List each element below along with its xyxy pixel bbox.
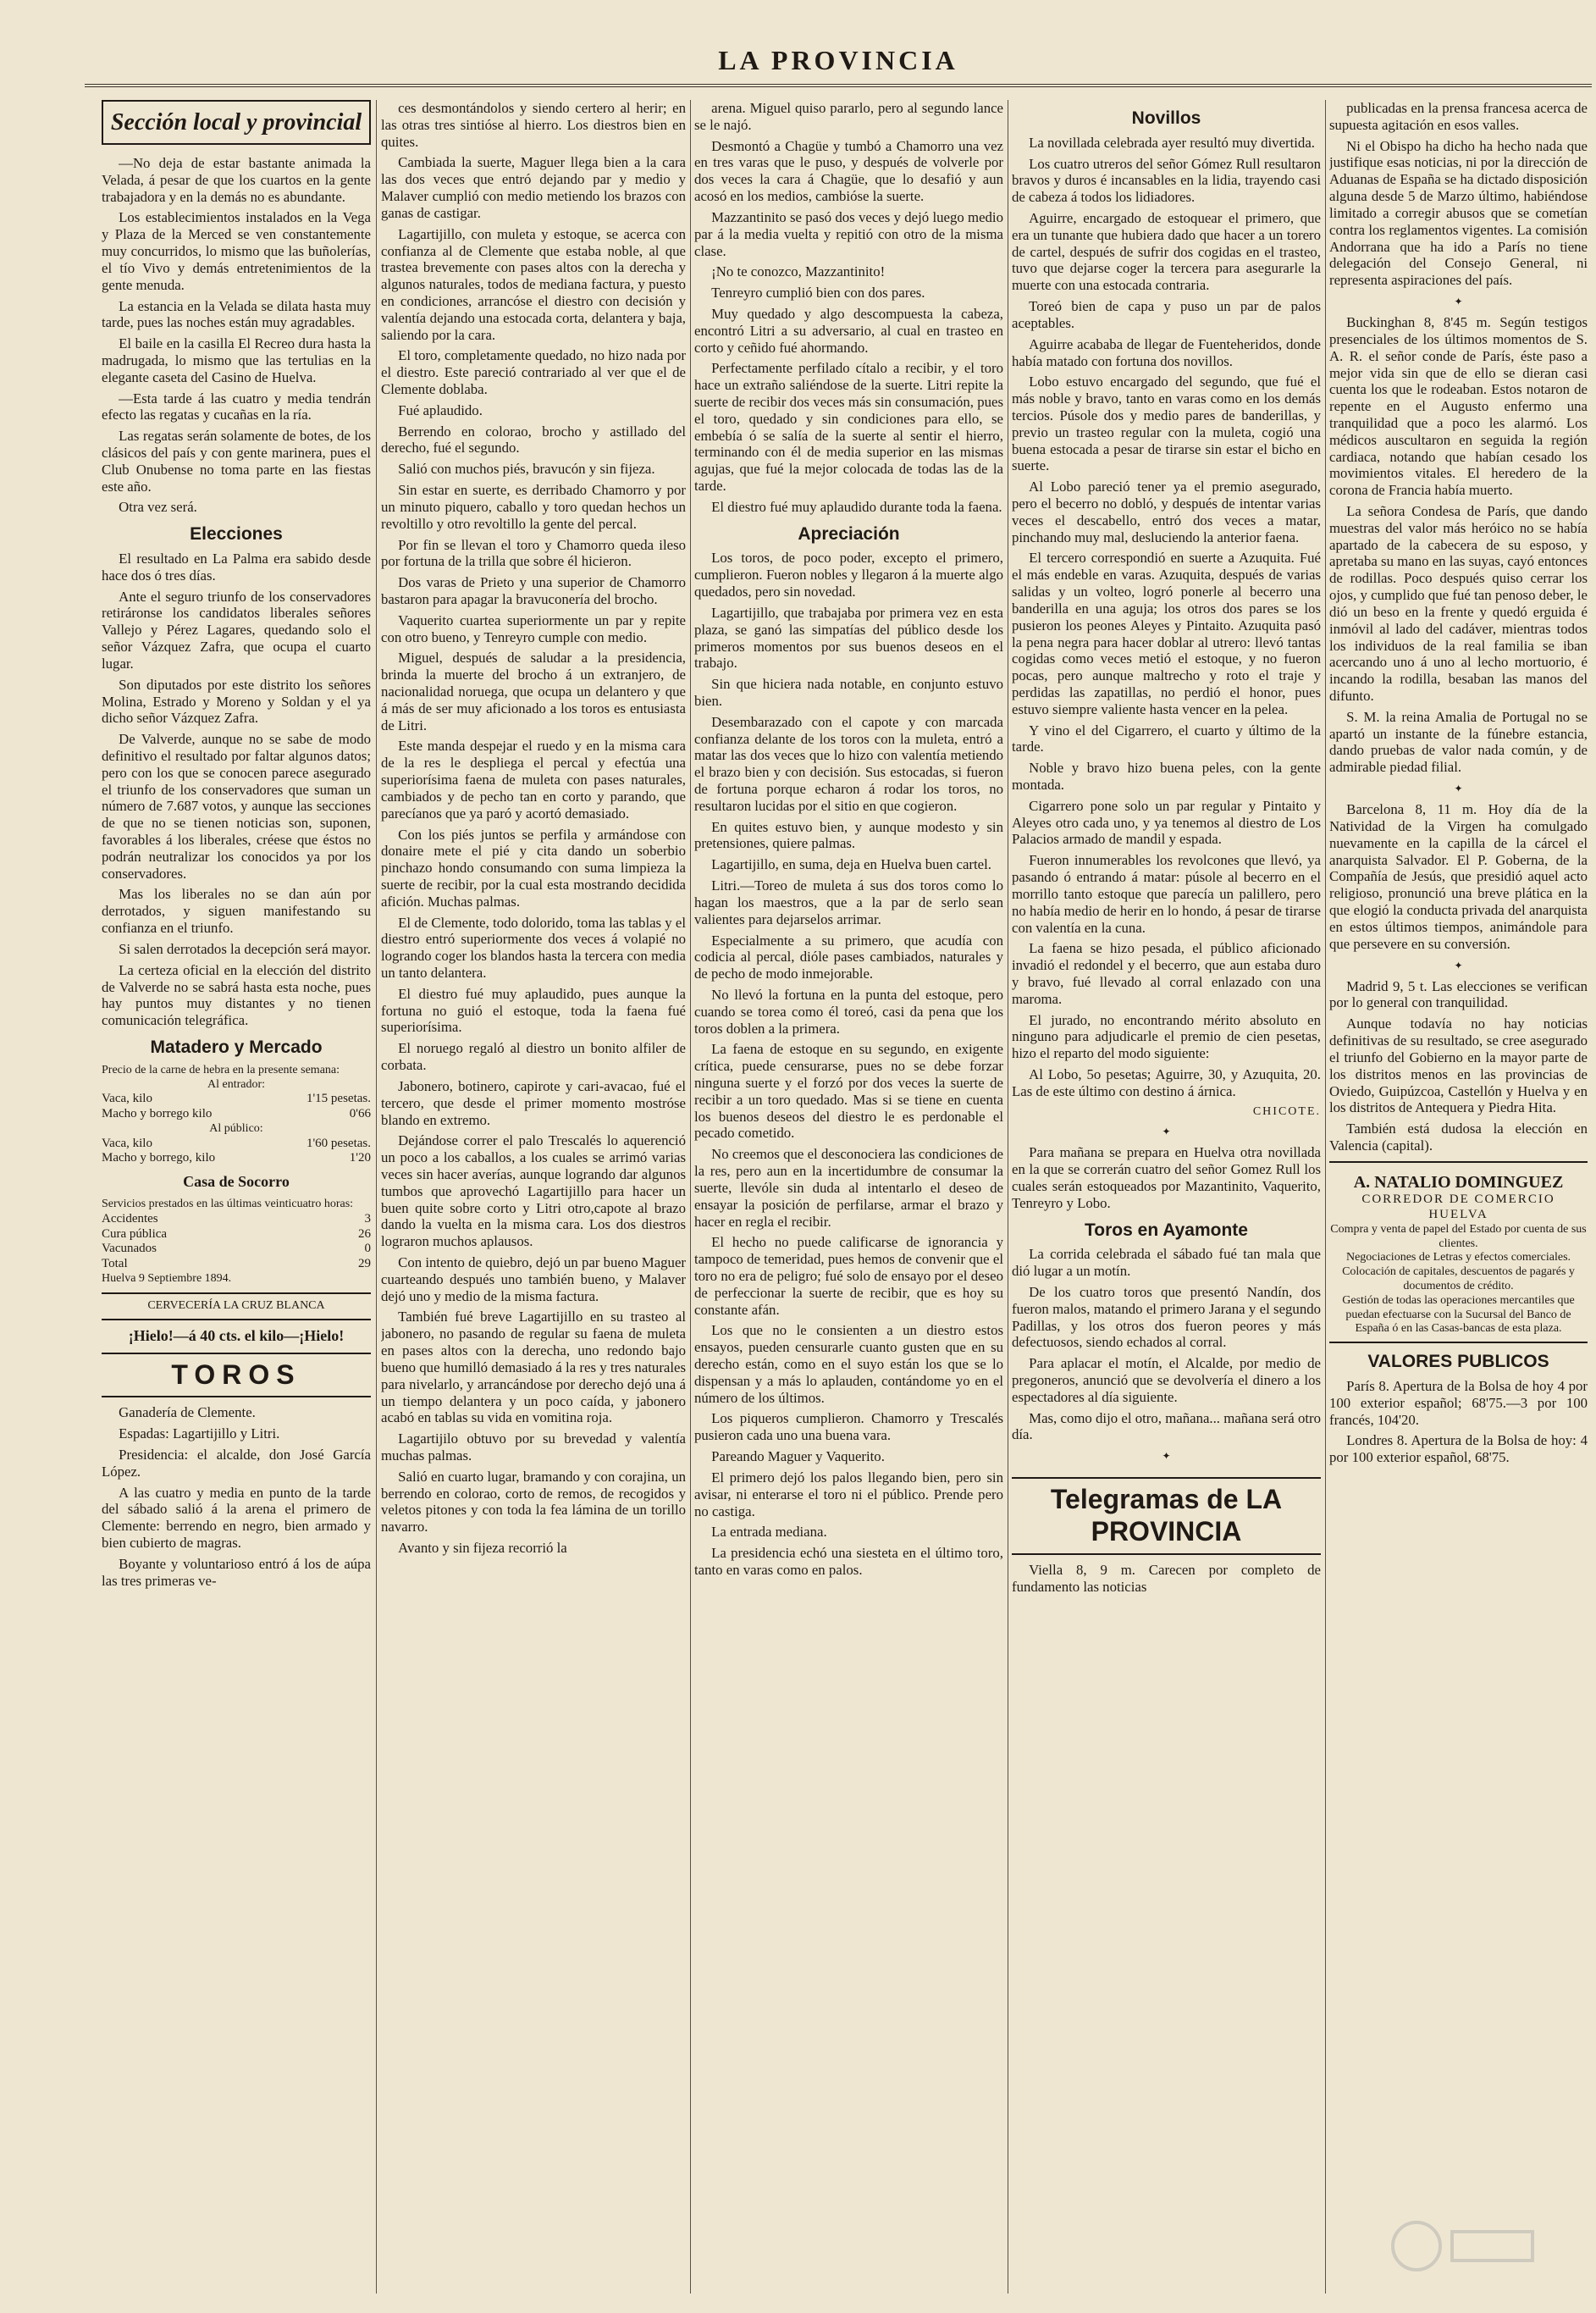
socorro-row: Cura pública 26 [102, 1226, 371, 1241]
paragraph: Con intento de quiebro, dejó un par bueno Maguer cuarteando después uno también bueno, y Malaver dejó uno y medio de la misma factura. [381, 1254, 686, 1304]
paragraph: La certeza oficial en la elección del distrito de Valverde no se sabrá hasta esta noche, pues hay puntos muy distantes y no tienen comunicación telegráfica. [102, 961, 371, 1029]
paragraph: Otra vez será. [119, 499, 197, 516]
paragraph: Los piqueros cumplieron. Chamorro y Trescalés pusieron cada uno una buena vara. [694, 1410, 1003, 1444]
market-subhead: Al entrador: [207, 1077, 266, 1091]
paragraph: Fueron innumerables los revolcones que llevó, ya pasando ó entrando á matar: púsole al becerro en el morrillo tanto estoque que parecía un palillero, pero no había medio de herir en lo hondo, á pesar de tirarse con valentía en la cuna. [1012, 852, 1321, 936]
paragraph: Madrid 9, 5 t. Las elecciones se verifican por lo general con tranquilidad. [1329, 977, 1588, 1011]
socorro-row: Accidentes 3 [102, 1211, 371, 1226]
paragraph: La faena se hizo pesada, el público aficionado invadió el redondel y el becerro, que aun estaba duro y bravo, fué llevado al corral enlazado con una maroma. [1012, 940, 1321, 1007]
paragraph: La novillada celebrada ayer resultó muy divertida. [1029, 134, 1315, 151]
heading-socorro: Casa de Socorro [183, 1172, 290, 1190]
paragraph: Ganadería de Clemente. [119, 1404, 256, 1421]
date-line: Huelva 9 Septiembre 1894. [102, 1271, 232, 1285]
market-subhead: Al público: [209, 1121, 263, 1135]
paragraph: Los que no le consienten a un diestro estos ensayos, pueden censurarle cuanto gusten que en su derecho están, como en el suyo están los que se lo dispensan y a más lo aplauden, contándome yo en el número de los últimos. [694, 1322, 1003, 1406]
column-5 [1329, 100, 1588, 2294]
paragraph: Para mañana se prepara en Huelva otra novillada en la que se correrán cuatro del señor Gomez Rull los cuales serán estoqueados por Mazantinito, Vaquerito, Tenreyro y Lobo. [1012, 1144, 1321, 1211]
paragraph: La corrida celebrada el sábado fué tan mala que dió lugar a un motín. [1012, 1246, 1321, 1280]
paragraph: El baile en la casilla El Recreo dura hasta la madrugada, lo mismo que las tertulias en la elegante caseta del Casino de Huelva. [102, 335, 371, 385]
paragraph: El toro, completamente quedado, no hizo nada por el diestro. Este pareció contrariado al ver que el de Clemente doblaba. [381, 347, 686, 397]
paragraph: Al Lobo, 5o pesetas; Aguirre, 30, y Azuquita, 20. Las de este último con destino á árnica. [1012, 1066, 1321, 1099]
paragraph: Dejándose correr el palo Trescalés lo aquerenció un poco a los caballos, a los cuales se arrimó varias veces sin hacer averías, aunque logrando dar algunos tumbos que aprovechó Lagartijillo para hacer un buen quite sobre corto y Litri otro,capote al brazo dando la vuelta en la misma cara. Los dos diestros lograron muchos aplausos. [381, 1132, 686, 1250]
paragraph: El diestro fué muy aplaudido durante toda la faena. [711, 498, 1002, 515]
heading-ayamonte: Toros en Ayamonte [1085, 1220, 1248, 1240]
paragraph: Sin estar en suerte, es derribado Chamorro y por un minuto piquero, caballo y toro quedan hechos un revoltillo y otro revoltillo la gente del percal. [381, 482, 686, 532]
paragraph: Ante el seguro triunfo de los conservadores retiráronse los candidatos liberales señores Vallejo y Pérez Lagares, quedando solo el señor Vázquez Zafra, que ocupa el cuarto lugar. [102, 588, 371, 672]
masthead [85, 38, 1592, 87]
paragraph: Por fin se llevan el toro y Chamorro queda ileso por fortuna de la trilla que sobre él hicieron. [381, 536, 686, 570]
ad-line: Gestión de todas las operaciones mercantiles que puedan efectuarse con la Sucursal del Banco de España ó en las Casas-bancas de esta plaza. [1342, 1293, 1575, 1336]
paragraph: También fué breve Lagartijillo en su trasteo al jabonero, no pasando de regular su faena de muleta en pases altos con la derecha, uno redondo bajo bueno que humilló demasiado á la res y tres naturales para nivelarlo, y arrancándose por derecho dejó una á un tiempo delantera y un poco caída, y jabonero acabó en tablas su vida en vomitina roja. [381, 1309, 686, 1426]
paragraph: Lagartijillo, en suma, deja en Huelva buen cartel. [711, 856, 991, 873]
paragraph: La señora Condesa de París, que dando muestras del valor más heróico no se había apartado de la cabecera de su esposo, y apretaba su mano en las suyas, cayó entonces de rodillas. Poco después quiso cerrar los ojos, y cumplido que fué tan penoso deber, le dió un beso en la frente y quedó erguida é inmóvil al lado del cadáver, mientras todos los individuos de la real familia se iban acercando uno á uno al lecho mortuorio, é incando la rodilla, besaban las manos del difunto. [1329, 503, 1588, 704]
paragraph: —No deja de estar bastante animada la Velada, á pesar de que los cuartos en la gente trabajadora y en la demás no es abundante. [102, 155, 371, 205]
socorro-row: Vacunados 0 [102, 1242, 371, 1256]
ad-line: Negociaciones de Letras y efectos comerciales. [1345, 1251, 1571, 1264]
paragraph: La presidencia echó una siesteta en el último toro, tanto en varas como en palos. [694, 1545, 1003, 1578]
socorro-intro: Servicios prestados en las últimas veinticuatro horas: [102, 1198, 354, 1211]
divider: ✦ [1454, 295, 1463, 307]
advertiser-role: CORREDOR DE COMERCIO [1361, 1192, 1555, 1207]
paragraph: No llevó la fortuna en la punta del estoque, pero cuando se torea como él toreó, casi da pena que los toros doblen a la primera. [694, 986, 1003, 1037]
paragraph: También está dudosa la elección en Valencia (capital). [1329, 1121, 1588, 1154]
heading-telegramas: Telegramas de LA PROVINCIA [1012, 1477, 1321, 1555]
paragraph: Noble y bravo hizo buena peles, con la gente montada. [1012, 760, 1321, 794]
paragraph: Salió con muchos piés, bravucón y sin fijeza. [398, 461, 655, 478]
paragraph: Toreó bien de capa y puso un par de palos aceptables. [1012, 298, 1321, 331]
paragraph: Boyante y voluntarioso entró á los de aúpa las tres primeras ve- [102, 1555, 371, 1589]
paragraph: Presidencia: el alcalde, don José García López. [102, 1446, 371, 1480]
market-row: Vaca, kilo 1'60 pesetas. [102, 1136, 371, 1150]
heading-novillos: Novillos [1131, 108, 1201, 128]
ad-line: Compra y venta de papel del Estado por cuenta de sus clientes. [1330, 1222, 1587, 1250]
paragraph: Cambiada la suerte, Maguer llega bien a la cara las dos veces que entró dejando par y medio y Malaver cumplió con medio metiendo los brazos con ganas de castigar. [381, 154, 686, 221]
paragraph: Desembarazado con el capote y con marcada confianza delante de los toros con la muleta, entró a matar las dos veces que lo hizo con valentía metiendo el brazo bien y con decisión. Sus estocadas, si fueron de fortuna porque echaron á rodar los toros, no resultaron lucidas por el sitio en que cogieron. [694, 713, 1003, 814]
paragraph: El de Clemente, todo dolorido, toma las tablas y el diestro entró superiormente dos veces á volapié no logrando coger los blandos hasta la tercera con media un tanto delantera. [381, 914, 686, 981]
paragraph: El noruego regaló al diestro un bonito alfiler de corbata. [381, 1040, 686, 1074]
paragraph: Viella 8, 9 m. Carecen por completo de fundamento las noticias [1012, 1561, 1321, 1595]
market-row: Vaca, kilo 1'15 pesetas. [102, 1092, 371, 1106]
ad-line: Colocación de capitales, descuentos de pagarés y documentos de crédito. [1342, 1265, 1575, 1292]
paragraph: Para aplacar el motín, el Alcalde, por medio de pregoneros, anunció que se devolvería el dinero a los espectadores al día siguiente. [1012, 1355, 1321, 1405]
paragraph: Pareando Maguer y Vaquerito. [711, 1448, 885, 1465]
column-4 [1012, 100, 1321, 2294]
paragraph: Especialmente a su primero, que acudía con codicia al percal, dióle pases cambiados, naturales y de pecho de modo inmejorable. [694, 932, 1003, 982]
paragraph: La faena de estoque en su segundo, en exigente crítica, puede censurarse, pues no se debe forzar ninguna suerte y el forzó por dos veces la suerte de recibir a un toro quedado. Mas si se tiene en cuenta los buenos deseos del diestro le es perdonable el pecado cometido. [694, 1041, 1003, 1142]
paragraph: Desmontó a Chagüe y tumbó a Chamorro una vez en tres varas que le puso, y después de volverle por dos veces la cara á Chagüe, que lo desafió y aun acosó en los medios, cambióse la suerte. [694, 137, 1003, 205]
paragraph: Miguel, después de saludar a la presidencia, brinda la muerte del brocho á un extranjero, de nacionalidad noruega, que ocupa un delantero y que á más de ser muy aficionado a los toros es entusiasta de Litri. [381, 650, 686, 733]
section-title: Sección local y provincial [102, 100, 371, 145]
advertiser-name: A. NATALIO DOMINGUEZ [1353, 1172, 1564, 1192]
column-2 [381, 100, 686, 2294]
paragraph: publicadas en la prensa francesa acerca de supuesta agitación en esos valles. [1329, 100, 1588, 133]
paragraph: Dos varas de Prieto y una superior de Chamorro bastaron para apagar la bravuconería del brocho. [381, 574, 686, 607]
paragraph: Lagartijillo, que trabajaba por primera vez en esta plaza, se ganó las simpatías del público desde los primeros momentos por sus buenos deseos en el trabajo. [694, 604, 1003, 672]
paragraph: De Valverde, aunque no se sabe de modo definitivo el resultado por faltar algunos datos; pero con los que se conocen parece asegurado el triunfo de los conservadores que suman un número de 7.687 votos, y aunque las secciones de que no se tienen noticias son, suponen, favorables á los liberales, créese que éstos no podrán neutralizar los conocidos ya por los conservadores. [102, 731, 371, 882]
paragraph: Las regatas serán solamente de botes, de los clásicos del país y con gente marinera, pues el Club Onubense no toma parte en las fiestas este año. [102, 428, 371, 495]
column-rule [690, 100, 691, 2294]
paragraph: Cigarrero pone solo un par regular y Pintaito y Aleyes otro cada uno, y ya tenemos al diestro de Los Palacios armado de mandil y espada. [1012, 797, 1321, 848]
divider: ✦ [1162, 1450, 1171, 1463]
divider: ✦ [1162, 1126, 1171, 1138]
paragraph: Lagartijillo, con muleta y estoque, se acerca con confianza al de Clemente que estaba noble, al que trastea brevemente con pases altos con la derecha y algunos naturales, todos de mediana factura, y puesto en condiciones, arrancóse el diestro con decisión y valentía dejando una estocada corta, delantera y baja, saliendo por la cara. [381, 225, 686, 343]
paragraph: Espadas: Lagartijillo y Litri. [119, 1425, 280, 1442]
paragraph: Con los piés juntos se perfila y armándose con donaire mete el pié y cita dando un soberbio pinchazo hondo consumando con suma limpieza la suerte de recibir, por la cual esta mostrando decidida afición. Muchas palmas. [381, 826, 686, 910]
paragraph: La entrada mediana. [711, 1524, 827, 1541]
advertiser-city: HUELVA [1428, 1208, 1488, 1222]
heading-valores: VALORES PUBLICOS [1367, 1352, 1549, 1372]
heading-toros: TOROS [102, 1353, 371, 1398]
heading-apreciacion: Apreciación [798, 523, 900, 544]
paragraph: Aguirre, encargado de estoquear el primero, que era un tunante que hubiera dado que hacer a un torero de cartel, después de sufrir dos cogidas en el trasteo, tuvo que dejarse coger la tercera para asegurarle la muerte con una estocada contraria. [1012, 210, 1321, 294]
paragraph: La estancia en la Velada se dilata hasta muy tarde, pues las noches están muy agradables. [102, 297, 371, 331]
advertisement [1329, 1161, 1588, 1343]
market-row: Macho y borrego kilo 0'66 [102, 1107, 371, 1121]
paragraph: El tercero correspondió en suerte a Azuquita. Fué el más endeble en varas. Azuquita, después de varias salidas y un volteo, logró ponerle al becerro una banderilla en una aguja; los otros dos pares se los pusieron los peones Aleyes y Pintaito. Azuquita pasó la pena negra para hacer doblar al utrero: llevó tantas cogidas como veces metió el estoque, y no fueron pocas, pero aunque maltrecho y roto el traje y perdidas las zapatillas, no perdió el honor, pues estuvo siempre valiente hasta vencer en la pelea. [1012, 550, 1321, 717]
newspaper-title: LA PROVINCIA [718, 45, 958, 75]
paragraph: Aguirre acababa de llegar de Fuenteheridos, donde había matado con fortuna dos novillos. [1012, 335, 1321, 369]
paragraph: El jurado, no encontrando mérito absoluto en ninguno para adjudicarle el premio de cien pesetas, hizo el reparto del modo siguiente: [1012, 1011, 1321, 1062]
paragraph: Berrendo en colorao, brocho y astillado del derecho, fué el segundo. [381, 423, 686, 457]
paragraph: Avanto y sin fijeza recorrió la [398, 1540, 567, 1556]
paragraph: Los cuatro utreros del señor Gómez Rull resultaron bravos y duros é incansables en la lidia, trayendo casi de cabeza á todos los lidiadores. [1012, 155, 1321, 206]
paragraph: Lobo estuvo encargado del segundo, que fué el más noble y bravo, tanto en varas como en los demás tercios. Púsole dos y medio pares de banderillas, y previo un trasteo regular con la muleta, cogió una buena estocada a pesar de tirarse sin estar el bicho en suerte. [1012, 374, 1321, 474]
paragraph: S. M. la reina Amalia de Portugal no se apartó un instante de la fúnebre estancia, dando pruebas de valor nada común, y de admirable piedad filial. [1329, 708, 1588, 776]
paragraph: Vaquerito cuartea superiormente un par y repite con otro bueno, y Tenreyro cumple con medio. [381, 611, 686, 645]
paragraph: El resultado en La Palma era sabido desde hace dos ó tres días. [102, 551, 371, 584]
paragraph: Si salen derrotados la decepción será mayor. [119, 940, 371, 957]
signature: CHICOTE. [1252, 1104, 1321, 1118]
paragraph: ¡No te conozco, Mazzantinito! [711, 263, 886, 280]
paragraph: Fué aplaudido. [398, 401, 483, 418]
paragraph: El primero dejó los palos llegando bien, pero sin avisar, ni enterarse el toro ni el público. Prende pero no castiga. [694, 1469, 1003, 1519]
paragraph: Muy quedado y algo descompuesta la cabeza, encontró Litri a su adversario, al cual en trasteo en corto y ceñido fué ahormando. [694, 305, 1003, 356]
paragraph: Aunque todavía no hay noticias definitivas de su resultado, se cree asegurado el triunfo del Gobierno en la mayor parte de los distritos menos en las provincias de Oviedo, Guipúzcoa, Castellón y Huelva y en los distritos de Antequera y Piedra Hita. [1329, 1015, 1588, 1116]
paragraph: Tenreyro cumplió bien con dos pares. [711, 285, 925, 302]
paragraph: Los toros, de poco poder, excepto el primero, cumplieron. Fueron nobles y llegaron á la muerte algo quedados, pero sin novedad. [694, 550, 1003, 600]
paragraph: Ni el Obispo ha dicho ha hecho nada que justifique esas noticias, ni por la dirección de Aduanas de España se ha dictado disposición alguna desde 5 de Marzo último, habiéndose limitado a corregir abusos que se cometían contra los reglamentos vigentes. La comisión Andorrana que ha ido a París no tiene delegación del Consejo General, ni representa aspiraciones del país. [1329, 137, 1588, 289]
library-stamp-icon [1384, 2202, 1554, 2295]
paragraph: Al Lobo pareció tener ya el premio asegurado, pero el becerro no dobló, y después de intentar varias veces el descabello, entró dos veces a matar, pinchando muy mal, desluciendo la anterior faena. [1012, 479, 1321, 545]
paragraph: Este manda despejar el ruedo y en la misma cara de la res le despliega el percal y efectúa una superiorísima faena de muleta con pases naturales, cambiados y de pecho tan en corto y parando, que parecíanos que ya paró y acortó demasiado. [381, 738, 686, 822]
ad-cerveceria: CERVECERÍA LA CRUZ BLANCA [102, 1292, 371, 1320]
paragraph: Buckinghan 8, 8'45 m. Según testigos presenciales de los últimos momentos de S. A. R. el señor conde de París, éste paso a mejor vida sin que de ello se dieran casi cuenta los que le rodeaban. Estos notaron de repente en el Augusto enfermo una tranquilidad que a poco les alarmó. Los médicos auscultaron en seguida la región cardiaca, notando que habían cesado los movimientos vitales. El heredero de la corona de Francia había muerto. [1329, 314, 1588, 499]
paragraph: Sin que hiciera nada notable, en conjunto estuvo bien. [694, 676, 1003, 709]
paragraph: Salió en cuarto lugar, bramando y con corajina, un berrendo en colorao, corto de remos, de recogidos y veletos pitones y con toda la fea lámina de un torillo navarro. [381, 1468, 686, 1536]
paragraph: No creemos que el desconociera las condiciones de la res, pero aun en la incertidumbre de consumar la suerte, llevóle sin duda al intentarlo el deseo de ensayar la posición de perfilarse, armar el brazo y hacer en regla el recibir. [694, 1146, 1003, 1230]
column-rule [376, 100, 377, 2294]
paragraph: El diestro fué muy aplaudido, pues aunque la fortuna no guió el estoque, toda la faena fué superiorísima. [381, 985, 686, 1036]
paragraph: De los cuatro toros que presentó Nandín, dos fueron malos, matando el primero Jarana y el segundo Padillas, y los otros dos fueron peores y más defectuosos, siendo echados al corral. [1012, 1283, 1321, 1351]
ad-hielo: ¡Hielo!—á 40 cts. el kilo—¡Hielo! [128, 1327, 345, 1345]
paragraph: París 8. Apertura de la Bolsa de hoy 4 por 100 exterior español; 68'75.—3 por 100 francés, 104'20. [1329, 1377, 1588, 1428]
column-1 [102, 100, 371, 2294]
paragraph: Jabonero, botinero, capirote y cari-avacao, fué el tercero, que desde el primer momento mostróse blando en extremo. [381, 1077, 686, 1128]
paragraph: arena. Miguel quiso pararlo, pero al segundo lance se le najó. [694, 100, 1003, 133]
paragraph: Mas, como dijo el otro, mañana... mañana será otro día. [1012, 1409, 1321, 1443]
paragraph: Son diputados por este distrito los señores Molina, Estrado y Moreno y Soldan y el ya dicho señor Vázquez Zafra. [102, 676, 371, 727]
paragraph: Los establecimientos instalados en la Vega y Plaza de la Merced se ven constantemente muy concurridos, lo mismo que las buñolerías, el tío Vivo y demás entretenimientos de la gente menuda. [102, 209, 371, 293]
paragraph: Barcelona 8, 11 m. Hoy día de la Natividad de la Virgen ha comulgado nuevamente en la capilla de la cárcel el anarquista Salvador. El P. Goberna, de la Compañía de Jesús, que presidió aquel acto religioso, pronunció una breve plática en la que elogió la conducta privada del anarquista en estos últimos tiempos, animándole para que persevere en su conversión. [1329, 801, 1588, 952]
socorro-row: Total 29 [102, 1256, 371, 1270]
paragraph: En quites estuvo bien, y aunque modesto y sin pretensiones, quiere palmas. [694, 818, 1003, 852]
column-3 [694, 100, 1003, 2294]
market-row: Macho y borrego, kilo 1'20 [102, 1151, 371, 1165]
paragraph: ces desmontándolos y siendo certero al herir; en las otras tres sintióse al hierro. Los diestros bien en quites. [381, 100, 686, 150]
paragraph: Litri.—Toreo de muleta á sus dos toros como lo hagan los maestros, que a la par de serlo sean valientes para dejarselos arrimar. [694, 877, 1003, 927]
paragraph: Y vino el del Cigarrero, el cuarto y último de la tarde. [1012, 722, 1321, 755]
newspaper-page [102, 100, 1588, 2294]
divider: ✦ [1454, 783, 1463, 795]
divider: ✦ [1454, 959, 1463, 971]
paragraph: Perfectamente perfilado cítalo a recibir, y el toro hace un extraño saliéndose de la suerte. Litri repite la suerte de recibir dos veces más sin consumación, pues el toro, quedado y sin condiciones para ello, se embebía ó se salía de la suerte al sentir el hierro, terminando con él de media superior en las mismas agujas, que fué la mejor colocada de todas las de la tarde. [694, 360, 1003, 495]
heading-matadero: Matadero y Mercado [150, 1037, 323, 1057]
column-rule [1325, 100, 1326, 2294]
paragraph: Londres 8. Apertura de la Bolsa de hoy: 4 por 100 exterior español, 68'75. [1329, 1432, 1588, 1466]
paragraph: Mas los liberales no se dan aún por derrotados, y siguen manifestando su confianza en el triunfo. [102, 886, 371, 937]
heading-elecciones: Elecciones [190, 524, 283, 545]
paragraph: Mazzantinito se pasó dos veces y dejó luego medio par á la media vuelta y repitió con otro de la misma clase. [694, 208, 1003, 259]
paragraph: Lagartijilo obtuvo por su brevedad y valentía muchas palmas. [381, 1430, 686, 1464]
paragraph: A las cuatro y media en punto de la tarde del sábado salió á la arena el primero de Clemente: berrendo en negro, bien armado y bien cubierto de magras. [102, 1484, 371, 1551]
market-intro: Precio de la carne de hebra en la presente semana: [102, 1063, 340, 1076]
paragraph: —Esta tarde á las cuatro y media tendrán efecto las regatas y cucañas en la ría. [102, 390, 371, 423]
paragraph: El hecho no puede calificarse de ignorancia y tampoco de temeridad, pues hemos de convenir que el toro no era de peligro; fué solo de ensayo por el deseo de perfeccionar la suerte de recibir, que es hoy su constante afán. [694, 1234, 1003, 1318]
